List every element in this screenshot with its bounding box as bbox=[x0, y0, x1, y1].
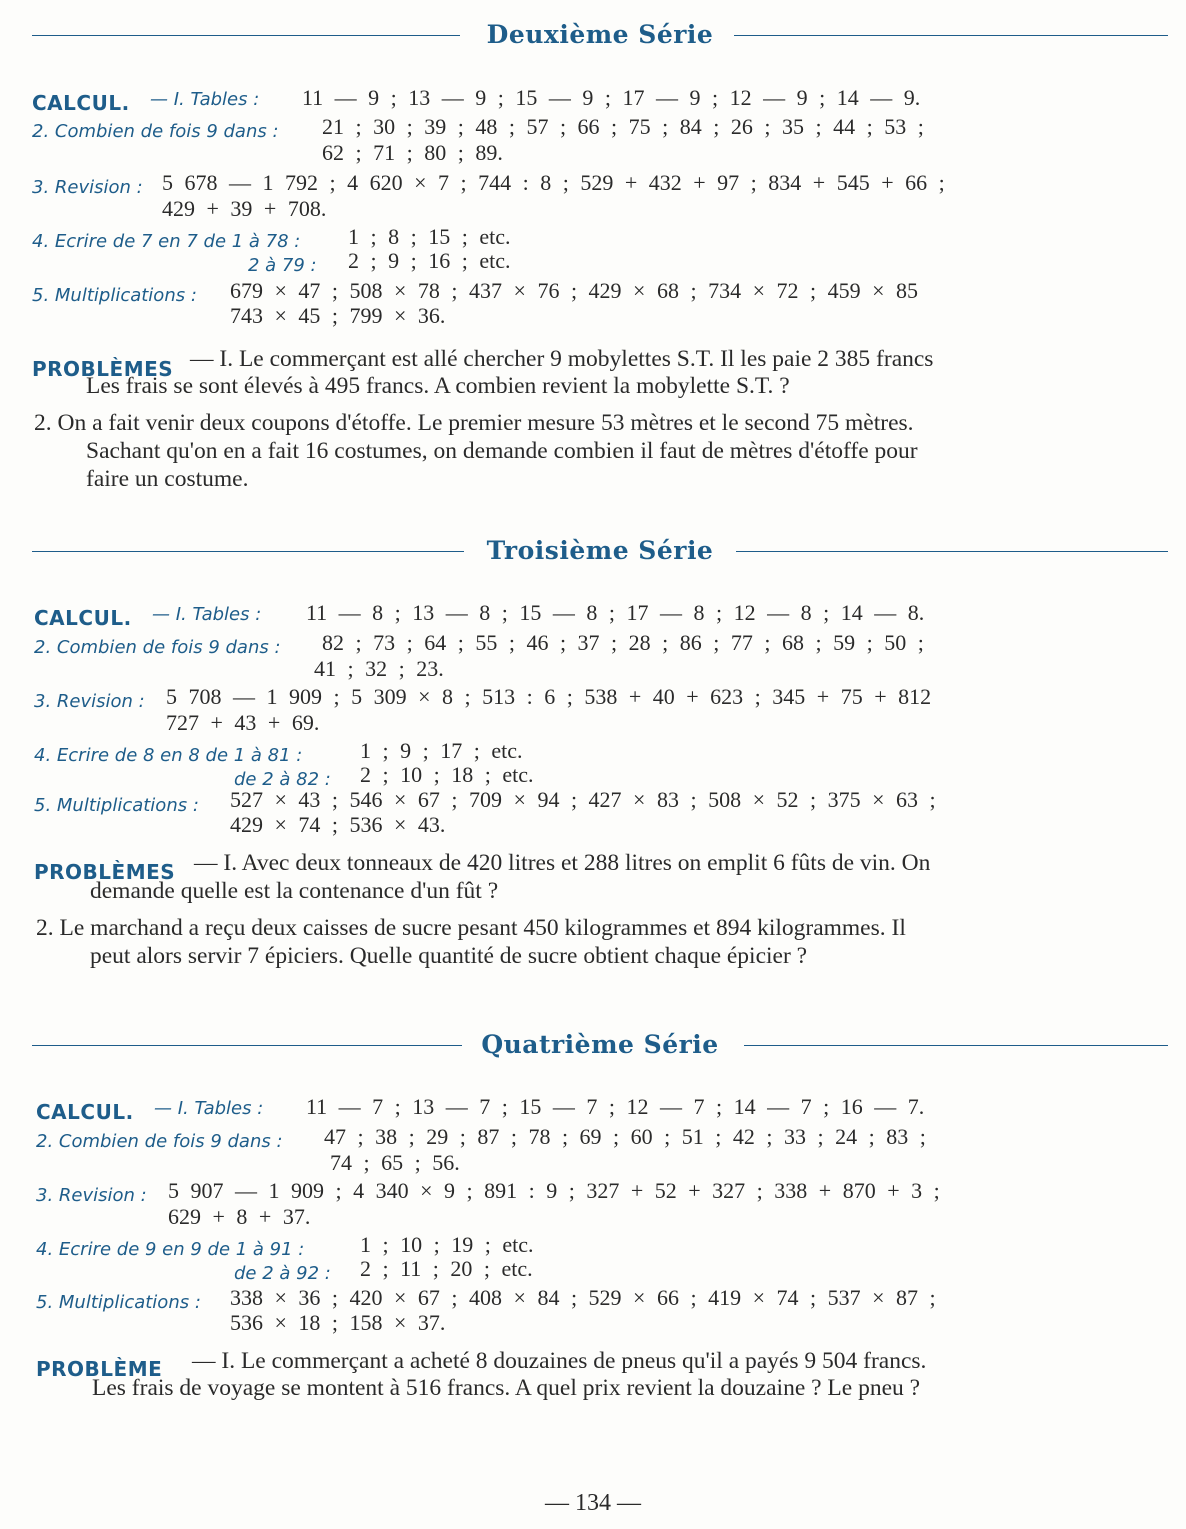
calcul-label: CALCUL. bbox=[34, 606, 132, 630]
probleme-1-line-1: — I. Le commerçant est allé chercher 9 mobylettes S.T. Il les paie 2 385 francs bbox=[190, 346, 934, 372]
probleme-1-line-2: Les frais se sont élevés à 495 francs. A combien revient la mobylette S.T. ? bbox=[86, 373, 790, 399]
revision-values-1: 5 907 — 1 909 ; 4 340 × 9 ; 891 : 9 ; 327 + 52 + 327 ; 338 + 870 + 3 ; bbox=[168, 1178, 940, 1203]
calcul-label: CALCUL. bbox=[36, 1100, 134, 1124]
combien-values-2: 62 ; 71 ; 80 ; 89. bbox=[322, 140, 503, 165]
series-header bbox=[32, 1030, 1168, 1060]
combien-values-1: 82 ; 73 ; 64 ; 55 ; 46 ; 37 ; 28 ; 86 ; 77 ; 68 ; 59 ; 50 ; bbox=[322, 630, 924, 655]
series-header bbox=[32, 536, 1168, 566]
probleme-2-line-2: Sachant qu'on en a fait 16 costumes, on demande combien il faut de mètres d'étoffe pour bbox=[86, 438, 918, 464]
probleme-1-line-2: demande quelle est la contenance d'un fût ? bbox=[90, 878, 499, 904]
tables-values: 11 — 9 ; 13 — 9 ; 15 — 9 ; 17 — 9 ; 12 — 9 ; 14 — 9. bbox=[302, 85, 921, 110]
multiplications-values-1: 679 × 47 ; 508 × 78 ; 437 × 76 ; 429 × 68 ; 734 × 72 ; 459 × 85 bbox=[230, 278, 919, 303]
combien-values-1: 21 ; 30 ; 39 ; 48 ; 57 ; 66 ; 75 ; 84 ; 26 ; 35 ; 44 ; 53 ; bbox=[322, 114, 924, 139]
probleme-1-line-1: — I. Le commerçant a acheté 8 douzaines de pneus qu'il a payés 9 504 francs. bbox=[192, 1348, 927, 1374]
header-rule-right bbox=[734, 35, 1168, 36]
ecrire-label-2: 2 à 79 : bbox=[248, 255, 317, 276]
revision-values-2: 429 + 39 + 708. bbox=[162, 196, 327, 221]
tables-values: 11 — 8 ; 13 — 8 ; 15 — 8 ; 17 — 8 ; 12 — 8 ; 14 — 8. bbox=[306, 600, 925, 625]
revision-values-1: 5 708 — 1 909 ; 5 309 × 8 ; 513 : 6 ; 538 + 40 + 623 ; 345 + 75 + 812 bbox=[166, 684, 932, 709]
ecrire-label-2: de 2 à 82 : bbox=[234, 769, 331, 790]
ecrire-values-1: 1 ; 8 ; 15 ; etc. bbox=[348, 224, 511, 249]
header-rule-right bbox=[736, 551, 1168, 552]
revision-values-1: 5 678 — 1 792 ; 4 620 × 7 ; 744 : 8 ; 529 + 432 + 97 ; 834 + 545 + 66 ; bbox=[162, 170, 945, 195]
series-title: Deuxième Série bbox=[486, 20, 714, 49]
revision-values-2: 727 + 43 + 69. bbox=[166, 710, 320, 735]
ecrire-values-1: 1 ; 10 ; 19 ; etc. bbox=[360, 1232, 534, 1257]
multiplications-label: 5. Multiplications : bbox=[36, 1292, 201, 1313]
series-title: Troisième Série bbox=[486, 536, 714, 565]
revision-label: 3. Revision : bbox=[36, 1185, 147, 1206]
revision-label: 3. Revision : bbox=[32, 177, 143, 198]
multiplications-values-1: 527 × 43 ; 546 × 67 ; 709 × 94 ; 427 × 83 ; 508 × 52 ; 375 × 63 ; bbox=[230, 787, 936, 812]
combien-values-1: 47 ; 38 ; 29 ; 87 ; 78 ; 69 ; 60 ; 51 ; 42 ; 33 ; 24 ; 83 ; bbox=[324, 1124, 926, 1149]
calcul-label: CALCUL. bbox=[32, 91, 130, 115]
probleme-2-line-1: 2. Le marchand a reçu deux caisses de sucre pesant 450 kilogrammes et 894 kilogrammes. Il bbox=[36, 915, 906, 941]
ecrire-values-1: 1 ; 9 ; 17 ; etc. bbox=[360, 738, 523, 763]
multiplications-label: 5. Multiplications : bbox=[32, 285, 197, 306]
problemes-label: PROBLÈMES bbox=[32, 357, 174, 381]
header-rule-right bbox=[744, 1045, 1168, 1046]
combien-values-2: 74 ; 65 ; 56. bbox=[330, 1150, 460, 1175]
problemes-label: PROBLÈMES bbox=[34, 860, 176, 884]
multiplications-values-2: 536 × 18 ; 158 × 37. bbox=[230, 1310, 446, 1335]
ecrire-values-2: 2 ; 9 ; 16 ; etc. bbox=[348, 248, 511, 273]
tables-label: — I. Tables : bbox=[152, 604, 262, 625]
combien-values-2: 41 ; 32 ; 23. bbox=[314, 656, 444, 681]
multiplications-values-2: 429 × 74 ; 536 × 43. bbox=[230, 812, 446, 837]
ecrire-label-2: de 2 à 92 : bbox=[234, 1263, 331, 1284]
combien-label: 2. Combien de fois 9 dans : bbox=[32, 121, 279, 142]
probleme-label: PROBLÈME bbox=[36, 1357, 163, 1381]
ecrire-label: 4. Ecrire de 7 en 7 de 1 à 78 : bbox=[32, 231, 301, 252]
probleme-1-line-1: — I. Avec deux tonneaux de 420 litres et 288 litres on emplit 6 fûts de vin. On bbox=[194, 850, 931, 876]
combien-label: 2. Combien de fois 9 dans : bbox=[36, 1131, 283, 1152]
tables-label: — I. Tables : bbox=[154, 1098, 264, 1119]
probleme-2-line-1: 2. On a fait venir deux coupons d'étoffe. Le premier mesure 53 mètres et le second 75 mètres. bbox=[34, 410, 914, 436]
probleme-1-line-2: Les frais de voyage se montent à 516 francs. A quel prix revient la douzaine ? Le pneu ? bbox=[92, 1375, 921, 1401]
probleme-2-line-3: faire un costume. bbox=[86, 466, 249, 492]
series-title: Quatrième Série bbox=[481, 1030, 719, 1059]
multiplications-values-1: 338 × 36 ; 420 × 67 ; 408 × 84 ; 529 × 66 ; 419 × 74 ; 537 × 87 ; bbox=[230, 1285, 936, 1310]
revision-values-2: 629 + 8 + 37. bbox=[168, 1204, 311, 1229]
tables-label: — I. Tables : bbox=[150, 89, 260, 110]
combien-label: 2. Combien de fois 9 dans : bbox=[34, 637, 281, 658]
tables-values: 11 — 7 ; 13 — 7 ; 15 — 7 ; 12 — 7 ; 14 — 7 ; 16 — 7. bbox=[306, 1094, 925, 1119]
probleme-2-line-2: peut alors servir 7 épiciers. Quelle quantité de sucre obtient chaque épicier ? bbox=[90, 943, 808, 969]
ecrire-values-2: 2 ; 11 ; 20 ; etc. bbox=[360, 1256, 533, 1281]
page-number: — 134 — bbox=[545, 1490, 641, 1516]
revision-label: 3. Revision : bbox=[34, 691, 145, 712]
ecrire-label: 4. Ecrire de 8 en 8 de 1 à 81 : bbox=[34, 745, 303, 766]
ecrire-values-2: 2 ; 10 ; 18 ; etc. bbox=[360, 762, 534, 787]
multiplications-values-2: 743 × 45 ; 799 × 36. bbox=[230, 303, 446, 328]
series-header bbox=[32, 20, 1168, 50]
multiplications-label: 5. Multiplications : bbox=[34, 795, 199, 816]
ecrire-label: 4. Ecrire de 9 en 9 de 1 à 91 : bbox=[36, 1239, 305, 1260]
